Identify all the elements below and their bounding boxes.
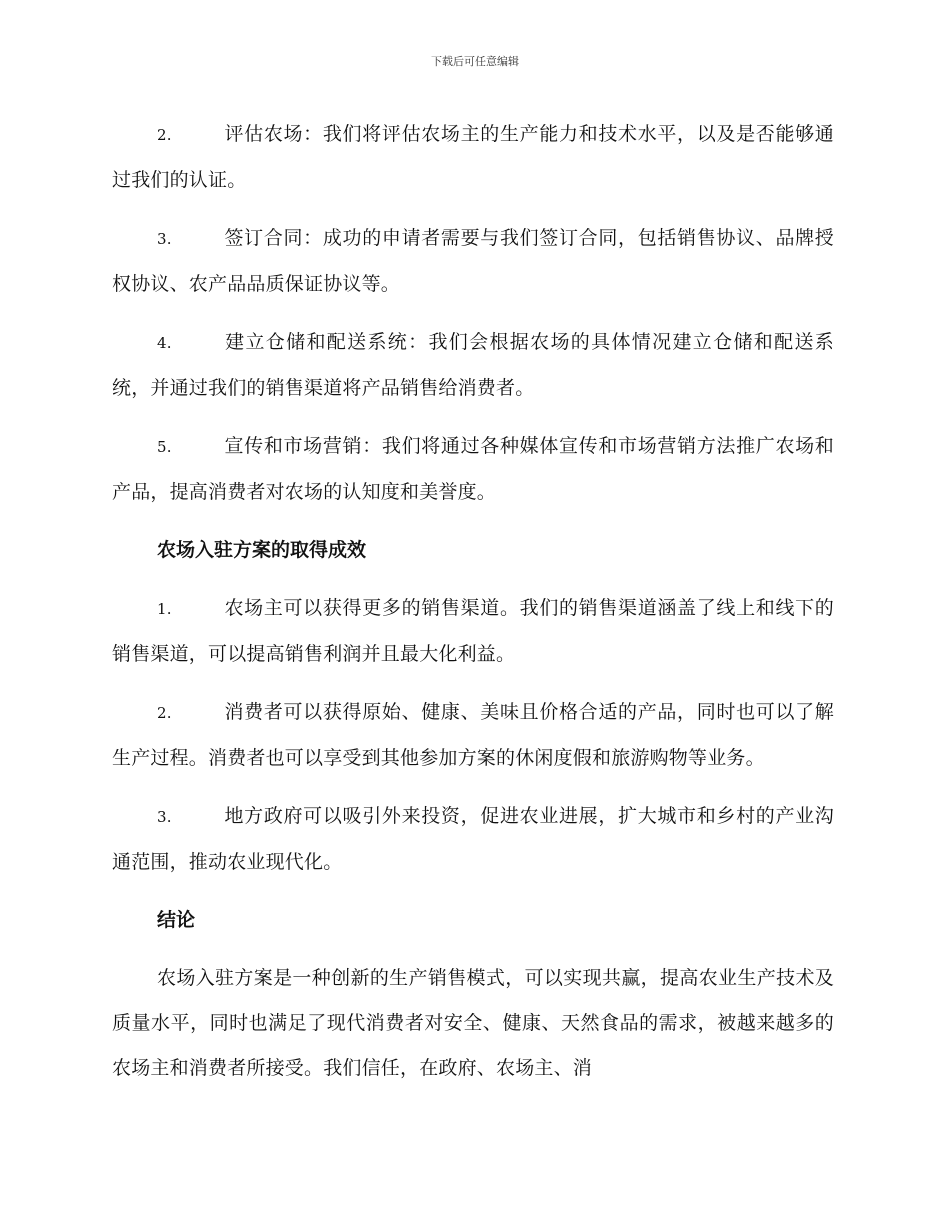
section-heading-conclusion: 结论 — [157, 909, 196, 931]
document-body — [112, 112, 834, 1104]
list-item-text: 宣传和市场营销：我们将通过各种媒体宣传和市场营销方法推广农场和产品，提高消费者对农场的认知度和美誉度。 — [112, 435, 834, 503]
list-number: 1. — [157, 600, 172, 618]
list-item-text: 农场主可以获得更多的销售渠道。我们的销售渠道涵盖了线上和线下的销售渠道，可以提高销售利润并且最大化利益。 — [112, 597, 834, 665]
page-header: 下载后可任意编辑 — [431, 55, 519, 68]
list-number: 3. — [157, 808, 172, 826]
list-number: 4. — [157, 334, 172, 352]
list-number: 5. — [157, 438, 172, 456]
list-item — [112, 424, 834, 515]
list-item — [112, 794, 834, 885]
list-number: 3. — [157, 230, 172, 248]
list-item-text: 建立仓储和配送系统：我们会根据农场的具体情况建立仓储和配送系统，并通过我们的销售渠道将产品销售给消费者。 — [112, 331, 834, 399]
list-item — [112, 112, 834, 203]
list-item — [112, 216, 834, 307]
list-item — [112, 690, 834, 781]
list-item-text: 消费者可以获得原始、健康、美味且价格合适的产品，同时也可以了解生产过程。消费者也可以享受到其他参加方案的休闲度假和旅游购物等业务。 — [112, 701, 834, 769]
list-number: 2. — [157, 126, 172, 144]
list-number: 2. — [157, 704, 172, 722]
list-item — [112, 320, 834, 411]
list-item-text: 签订合同：成功的申请者需要与我们签订合同，包括销售协议、品牌授权协议、农产品品质保证协议等。 — [112, 227, 834, 295]
section-heading-results: 农场入驻方案的取得成效 — [157, 539, 367, 561]
list-item-text: 地方政府可以吸引外来投资，促进农业进展，扩大城市和乡村的产业沟通范围，推动农业现代化。 — [112, 805, 834, 873]
conclusion-paragraph: 农场入驻方案是一种创新的生产销售模式，可以实现共赢，提高农业生产技术及质量水平，同时也满足了现代消费者对安全、健康、天然食品的需求，被越来越多的农场主和消费者所接受。我们信任，在政府、农场主、消 — [112, 967, 834, 1079]
list-item-text: 评估农场：我们将评估农场主的生产能力和技术水平，以及是否能够通过我们的认证。 — [112, 123, 834, 191]
list-item — [112, 586, 834, 677]
